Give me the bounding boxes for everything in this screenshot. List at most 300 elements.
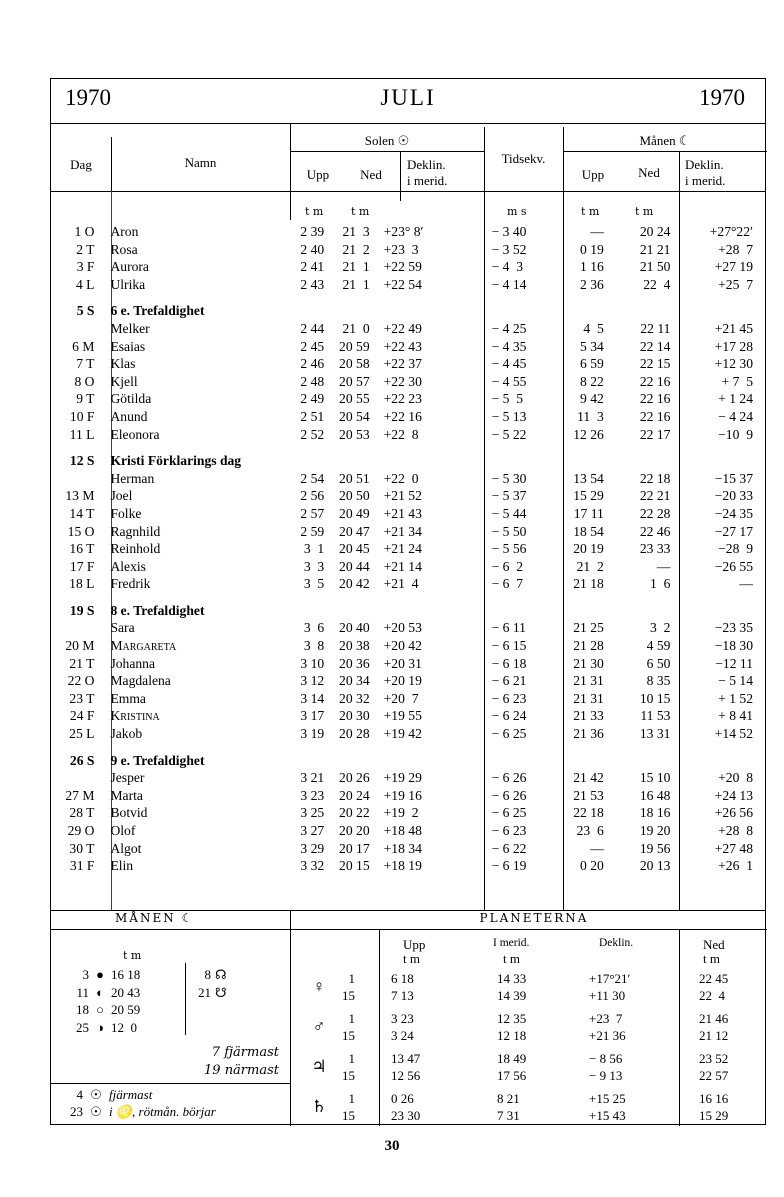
cell-mn: 22 28 — [639, 505, 671, 521]
cell-day: 20 M — [65, 638, 95, 654]
cell-su: 2 46 — [300, 356, 325, 372]
planet-date-1: 1 — [348, 971, 355, 986]
col-moon-imerid: i merid. — [685, 173, 726, 188]
planets-h-ned: Ned — [703, 937, 725, 952]
cell-sn: 21 1 — [342, 276, 370, 292]
cell-md: +14 52 — [714, 726, 753, 742]
cell-dec: +22 8 — [383, 426, 419, 442]
planet-deklin-1: +17°21′ — [589, 971, 631, 986]
moon-phase-icon: ◐ — [96, 984, 104, 1000]
col-manen: Månen ☾ — [639, 133, 691, 148]
cell-md: + 8 41 — [718, 708, 753, 724]
cell-su — [283, 302, 324, 320]
month-title: JULI — [380, 85, 436, 110]
col-moon-deklin: Deklin. — [685, 157, 724, 172]
cell-su: 3 17 — [300, 708, 325, 724]
day-row — [51, 408, 765, 426]
sun-icon: ☉ — [90, 1104, 102, 1119]
cell-tid: − 6 19 — [491, 858, 527, 874]
cell-dec: +19 55 — [383, 708, 422, 724]
day-row — [51, 857, 765, 875]
cell-dec — [370, 602, 478, 620]
cell-mn: 22 17 — [639, 426, 671, 442]
cell-mu: 6 59 — [580, 356, 604, 372]
cell-day: 16 T — [69, 541, 95, 557]
cell-md: +27°22′ — [709, 224, 753, 239]
cell-dec: +23 3 — [383, 241, 419, 257]
cell-md: −18 30 — [714, 638, 753, 654]
cell-mn: 22 14 — [639, 338, 671, 354]
cell-mu: 0 20 — [580, 858, 604, 874]
cell-su: 3 10 — [300, 655, 325, 671]
cell-day: 5 S — [76, 303, 95, 319]
cell-dec: +22 59 — [383, 259, 422, 275]
cell-su: 3 8 — [303, 638, 325, 654]
cell-mn: 1 6 — [650, 576, 671, 592]
moon-node-day: 21 — [198, 984, 211, 1000]
cell-dec: +20 53 — [383, 620, 422, 636]
cell-sn: 20 17 — [339, 840, 370, 856]
cell-md: +21 45 — [714, 320, 753, 336]
cell-mu: 21 28 — [573, 638, 604, 654]
cell-su: 3 27 — [300, 823, 325, 838]
cell-name: Johanna — [110, 655, 155, 671]
cell-name: Esaias — [110, 338, 146, 354]
cell-md: −24 35 — [714, 505, 753, 521]
cell-sn: 20 36 — [339, 655, 370, 671]
cell-mn: 19 56 — [639, 840, 671, 856]
cell-sn: 20 51 — [339, 470, 370, 486]
cell-su: 3 21 — [300, 770, 325, 786]
cell-tid: − 6 26 — [491, 770, 527, 786]
day-row — [51, 505, 765, 523]
cell-mn: 18 16 — [639, 805, 671, 821]
cell-tid: − 4 25 — [491, 320, 527, 336]
cell-name: Ulrika — [110, 276, 146, 292]
planets-title-rule — [290, 929, 767, 930]
cell-dec: +20 31 — [383, 655, 422, 671]
planet-upp-1: 6 18 — [391, 971, 414, 986]
moon-farthest — [187, 1045, 279, 1060]
cell-tid: − 5 37 — [491, 488, 527, 504]
cell-sn: 20 32 — [339, 690, 370, 706]
cell-dec: +19 29 — [383, 770, 422, 786]
planet-ned-1: 16 16 — [699, 1091, 729, 1106]
cell-name: Aurora — [110, 259, 149, 275]
day-row — [51, 258, 765, 276]
planet-merid-1: 8 21 — [497, 1091, 520, 1106]
cell-mu: 21 33 — [573, 708, 604, 724]
cell-name: Botvid — [110, 805, 148, 821]
cell-md — [670, 752, 765, 770]
day-row — [51, 338, 765, 356]
cell-mn: 13 31 — [639, 726, 671, 742]
cell-dec: +19 2 — [383, 805, 419, 821]
cell-tid: − 4 45 — [491, 356, 527, 372]
cell-day: 29 O — [67, 823, 95, 838]
cell-mn — [604, 302, 671, 320]
cell-su: 3 19 — [300, 726, 325, 742]
cell-dec — [370, 452, 478, 470]
cell-md: +28 7 — [718, 241, 753, 257]
cell-sn: 20 53 — [339, 426, 370, 442]
planet-upp-2: 12 56 — [391, 1068, 421, 1083]
cell-md: +25 7 — [718, 276, 753, 292]
cell-md: +27 19 — [714, 259, 753, 275]
cell-dec: +19 42 — [383, 726, 422, 742]
cell-sn: 20 24 — [339, 787, 370, 803]
cell-day: 4 L — [75, 276, 95, 292]
cell-md: −23 35 — [714, 620, 753, 636]
day-row — [51, 752, 765, 770]
moon-phase-icon: ◑ — [96, 1019, 104, 1035]
units-sun-ned: t m — [351, 205, 370, 218]
cell-mn: 16 48 — [639, 787, 671, 803]
cell-su — [283, 752, 324, 770]
cell-dec: +19 16 — [383, 787, 422, 803]
cell-sn: 20 28 — [339, 726, 370, 742]
cell-name: Kristina — [110, 708, 160, 724]
cell-day: 13 M — [65, 488, 95, 504]
cell-name: Margareta — [110, 638, 177, 654]
cell-day: 30 T — [69, 840, 95, 856]
cell-day: 7 T — [76, 356, 95, 372]
cell-su: 2 44 — [300, 320, 325, 336]
planets-h-deklin: Deklin. — [599, 937, 634, 949]
cell-day: 18 L — [69, 576, 95, 592]
col-moon-ned: Ned — [638, 165, 660, 180]
days-table — [51, 223, 765, 875]
cell-sn: 20 34 — [339, 673, 370, 689]
cell-su: 2 59 — [300, 523, 325, 539]
cell-su: 2 39 — [300, 224, 325, 239]
day-row — [51, 769, 765, 787]
cell-dec: +21 34 — [383, 523, 422, 539]
cell-mu — [556, 302, 603, 320]
cell-md: −27 17 — [714, 523, 753, 539]
cell-tid: − 4 14 — [491, 276, 527, 292]
moon-title-rule — [51, 929, 290, 930]
cell-day: 3 F — [76, 259, 95, 275]
moon-divider — [185, 963, 186, 1035]
cell-md: +17 28 — [714, 338, 753, 354]
cell-name: Magdalena — [110, 673, 171, 689]
column-header-rule — [51, 191, 765, 192]
cell-tid: − 6 24 — [491, 708, 527, 724]
page-number: 30 — [384, 1138, 400, 1154]
cell-mu: 12 26 — [573, 426, 604, 442]
cell-tid — [478, 602, 557, 620]
col-tidsekv: Tidsekv. — [501, 151, 546, 166]
cell-md: + 1 24 — [718, 391, 753, 407]
cell-dec: +18 34 — [383, 840, 422, 856]
planet-deklin-2: +21 36 — [589, 1028, 626, 1043]
cell-mn: 6 50 — [646, 655, 671, 671]
cell-day: 23 T — [69, 690, 95, 706]
moon-phase-day: 3 — [82, 967, 89, 982]
cell-sn: 21 0 — [342, 320, 370, 336]
cell-name: Sara — [110, 620, 135, 636]
cell-tid: − 5 50 — [491, 523, 527, 539]
cell-mu: 11 3 — [577, 408, 604, 424]
cell-md — [670, 602, 765, 620]
cell-su: 3 6 — [303, 620, 325, 636]
cell-name: Rosa — [110, 241, 138, 257]
cell-mn: 21 21 — [639, 241, 671, 257]
cell-su: 2 43 — [300, 276, 325, 292]
cell-dec: +21 43 — [383, 505, 422, 521]
moon-phase-time: 16 18 — [111, 967, 141, 982]
cell-mu: 9 42 — [580, 391, 604, 407]
cell-mu: 8 22 — [580, 373, 604, 389]
cell-mn: 22 15 — [639, 356, 671, 372]
units-sun-upp: t m — [305, 205, 324, 218]
cell-day: 27 M — [65, 787, 95, 803]
cell-day: 26 S — [69, 752, 95, 768]
planet-date-2: 15 — [342, 1028, 355, 1043]
moon-node-icon: ☊ — [215, 967, 227, 982]
sun-icon: ☉ — [90, 1087, 102, 1102]
cell-su: 2 51 — [300, 408, 325, 424]
col-solen: Solen ☉ — [364, 133, 410, 148]
cell-sn: 20 47 — [339, 523, 370, 539]
planet-upp-2: 23 30 — [391, 1108, 421, 1123]
cell-name: Emma — [110, 690, 146, 706]
cell-sn: 20 30 — [339, 708, 370, 724]
planet-deklin-1: +23 7 — [589, 1011, 623, 1026]
cell-sn: 21 1 — [342, 259, 370, 275]
cell-name: Marta — [110, 787, 143, 803]
day-row — [51, 523, 765, 541]
planet-deklin-2: − 9 13 — [589, 1068, 623, 1083]
cell-mu: 21 42 — [573, 770, 604, 786]
cell-sn: 20 44 — [339, 558, 370, 574]
day-row — [51, 787, 765, 805]
planet-merid-2: 12 18 — [497, 1028, 527, 1043]
cell-sn: 20 38 — [339, 638, 370, 654]
cell-day: 25 L — [69, 726, 95, 742]
header-rule — [51, 123, 765, 124]
cell-sn: 20 22 — [339, 805, 370, 821]
units-tid: m s — [507, 205, 527, 218]
day-row — [51, 690, 765, 708]
sun-note-text: i ♌, rötmån. börjar — [109, 1104, 216, 1119]
cell-sn: 20 40 — [339, 620, 370, 636]
day-row — [51, 355, 765, 373]
planet-date-1: 1 — [348, 1011, 355, 1026]
cell-day: 24 F — [69, 708, 95, 724]
planet-date-2: 15 — [342, 1108, 355, 1123]
cell-mu: 0 19 — [580, 241, 604, 257]
cell-name: 9 e. Trefaldighet — [110, 752, 205, 768]
cell-mn: 3 2 — [650, 620, 671, 636]
day-row — [51, 426, 765, 444]
cell-mn: 4 59 — [646, 638, 671, 654]
row-gap — [51, 443, 765, 452]
moon-phase-day: 11 — [76, 984, 89, 1000]
planet-merid-2: 7 31 — [497, 1108, 520, 1123]
cell-mu — [556, 452, 603, 470]
year-left: 1970 — [65, 85, 111, 110]
planets-h-merid: I merid. — [493, 937, 530, 949]
cell-sn — [324, 452, 369, 470]
cell-md: +26 1 — [718, 858, 753, 874]
cell-mu — [556, 602, 603, 620]
cell-mn: 20 24 — [639, 224, 671, 239]
cell-su: 3 12 — [300, 673, 325, 689]
moon-phase-icon: ○ — [96, 1002, 104, 1017]
gap-cell — [51, 443, 765, 452]
cell-mu: 21 31 — [573, 673, 604, 689]
planet-upp-1: 3 23 — [391, 1011, 414, 1026]
cell-mu — [556, 752, 603, 770]
cell-dec: +20 19 — [383, 673, 422, 689]
cell-mn: 15 10 — [639, 770, 671, 786]
planet-deklin-2: +11 30 — [589, 988, 626, 1003]
cell-mu: 5 34 — [580, 338, 604, 354]
cell-day: 6 M — [72, 338, 95, 354]
planet-date-2: 15 — [342, 988, 355, 1003]
cell-su: 2 49 — [300, 391, 325, 407]
moon-phase-time: 12 0 — [111, 1019, 137, 1035]
day-row — [51, 707, 765, 725]
cell-name: Melker — [110, 320, 150, 336]
cell-tid: − 5 56 — [491, 541, 527, 557]
day-row — [51, 840, 765, 858]
cell-sn: 20 58 — [339, 356, 370, 372]
planets-h-upp: Upp — [403, 937, 426, 952]
cell-mn: 21 50 — [639, 259, 671, 275]
cell-mn: 8 35 — [646, 673, 671, 689]
cell-md: −28 9 — [718, 541, 753, 557]
cell-tid — [478, 452, 557, 470]
units-moon-upp: t m — [581, 205, 600, 218]
cell-mn: 22 16 — [639, 391, 671, 407]
cell-name: Algot — [110, 840, 142, 856]
planet-ned-1: 23 52 — [699, 1051, 729, 1066]
cell-day — [51, 769, 100, 787]
cell-dec: +21 14 — [383, 558, 422, 574]
cell-tid: − 6 22 — [491, 840, 527, 856]
cell-mu: 13 54 — [573, 470, 604, 486]
cell-dec: +20 42 — [383, 638, 422, 654]
cell-name: Elin — [110, 858, 134, 874]
cell-mu: 23 6 — [576, 823, 604, 838]
solen-rule — [290, 151, 484, 152]
cell-md: +24 13 — [714, 787, 753, 803]
gap-cell — [51, 293, 765, 302]
col-namn: Namn — [184, 155, 217, 170]
cell-dec: +22 16 — [383, 408, 422, 424]
cell-mu: 20 19 — [573, 541, 604, 557]
cell-sn: 20 45 — [339, 541, 370, 557]
cell-mu: — — [590, 840, 604, 856]
cell-mn: 20 13 — [639, 858, 671, 874]
planet-ned-1: 22 45 — [699, 971, 729, 986]
cell-dec: +23° 8′ — [383, 224, 424, 239]
gap-cell — [51, 743, 765, 752]
row-gap — [51, 293, 765, 302]
cell-mu: — — [590, 224, 604, 239]
cell-su: 2 56 — [300, 488, 325, 504]
cell-name: Herman — [110, 470, 155, 486]
planet-deklin-1: − 8 56 — [589, 1051, 623, 1066]
divider-deklin — [400, 151, 401, 201]
col-moon-upp: Upp — [581, 167, 605, 182]
cell-day: 31 F — [69, 858, 95, 874]
planet-merid-1: 18 49 — [497, 1051, 527, 1066]
moon-farthest-day: 7 — [211, 1045, 221, 1060]
day-row — [51, 276, 765, 294]
cell-name: Reinhold — [110, 541, 161, 557]
day-row — [51, 223, 765, 241]
cell-mn: 11 53 — [640, 708, 671, 724]
cell-day: 19 S — [69, 602, 95, 618]
col-sun-deklin: Deklin. — [407, 157, 446, 172]
day-row — [51, 302, 765, 320]
planets-units-merid: t m — [503, 951, 520, 966]
cell-sn: 20 50 — [339, 488, 370, 504]
cell-mu: 4 5 — [583, 320, 604, 336]
cell-su: 2 45 — [300, 338, 325, 354]
year-right: 1970 — [699, 85, 745, 110]
day-row — [51, 804, 765, 822]
cell-sn — [324, 302, 369, 320]
cell-md: +26 56 — [714, 805, 753, 821]
sun-note-text: fjärmast — [109, 1087, 153, 1102]
divider-bottom — [290, 910, 291, 1126]
cell-dec — [370, 752, 478, 770]
day-row — [51, 602, 765, 620]
moon-phase-time: 20 59 — [111, 1002, 141, 1017]
cell-day: 10 F — [69, 408, 95, 424]
day-row — [51, 725, 765, 743]
planet-symbol-icon: ♄ — [311, 1097, 327, 1116]
cell-dec: +22 30 — [383, 373, 422, 389]
cell-su: 2 41 — [300, 259, 325, 275]
cell-tid: − 5 13 — [491, 408, 527, 424]
cell-su: 3 3 — [303, 558, 325, 574]
cell-dec: +18 48 — [383, 823, 422, 838]
cell-sn: 20 26 — [339, 770, 370, 786]
cell-su: 3 32 — [300, 858, 325, 874]
cell-name: Aron — [110, 224, 139, 239]
cell-md — [670, 302, 765, 320]
cell-mu: 21 31 — [573, 690, 604, 706]
units-moon-ned: t m — [635, 205, 654, 218]
moon-section-title: MÅNEN ☾ — [115, 911, 195, 925]
cell-mn: 22 46 — [639, 523, 671, 539]
day-row — [51, 390, 765, 408]
cell-mu: 15 29 — [573, 488, 604, 504]
planet-upp-1: 0 26 — [391, 1091, 414, 1106]
cell-mn: 22 16 — [639, 408, 671, 424]
planet-date-1: 1 — [348, 1091, 355, 1106]
row-gap — [51, 593, 765, 602]
day-row — [51, 655, 765, 673]
cell-su: 3 29 — [300, 840, 325, 856]
cell-md: +12 30 — [714, 356, 753, 372]
cell-tid: − 6 26 — [491, 787, 527, 803]
cell-tid: − 5 5 — [491, 391, 524, 407]
planets-divider-2 — [679, 929, 680, 1126]
gap-cell — [51, 593, 765, 602]
cell-su: 3 25 — [300, 805, 325, 821]
cell-dec: +21 52 — [383, 488, 422, 504]
moon-nearest-day: 19 — [204, 1063, 221, 1078]
sun-note-day: 4 — [76, 1087, 83, 1102]
cell-mu: 21 2 — [576, 558, 604, 574]
